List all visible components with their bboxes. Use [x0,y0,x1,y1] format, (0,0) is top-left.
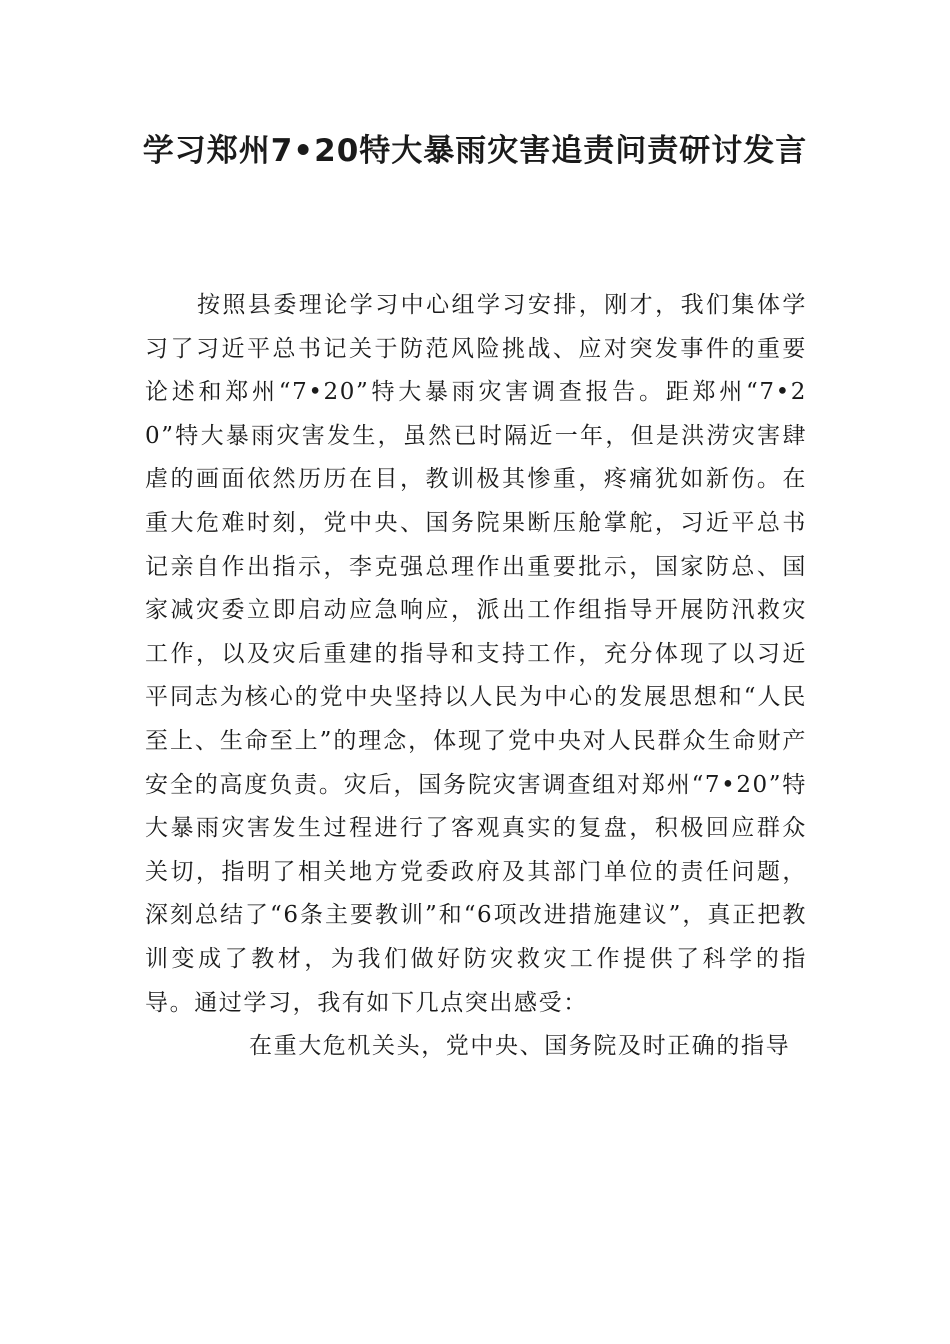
paragraph-intro: 按照县委理论学习中心组学习安排，刚才，我们集体学习了习近平总书记关于防范风险挑战、应对突发事件的重要论述和郑州“7•20”特大暴雨灾害调查报告。距郑州“7•20”特大暴雨灾害发生，虽然已时隔近一年，但是洪涝灾害肆虐的画面依然历历在目，教训极其惨重，疼痛犹如新伤。在重大危难时刻，党中央、国务院果断压舱掌舵，习近平总书记亲自作出指示，李克强总理作出重要批示，国家防总、国家减灾委立即启动应急响应，派出工作组指导开展防汛救灾工作，以及灾后重建的指导和支持工作，充分体现了以习近平同志为核心的党中央坚持以人民为中心的发展思想和“人民至上、生命至上”的理念，体现了党中央对人民群众生命财产安全的高度负责。灾后，国务院灾害调查组对郑州“7•20”特大暴雨灾害发生过程进行了客观真实的复盘，积极回应群众关切，指明了相关地方党委政府及其部门单位的责任问题，深刻总结了“6条主要教训”和“6项改进措施建议”，真正把教训变成了教材，为我们做好防灾救灾工作提供了科学的指导。通过学习，我有如下几点突出感受： [145,292,807,1016]
document-body [145,284,807,1069]
paragraph-continuation: 在重大危机关头，党中央、国务院及时正确的指导 [249,1033,791,1060]
document-title: 学习郑州7•20特大暴雨灾害追责问责研讨发言 [142,133,808,169]
